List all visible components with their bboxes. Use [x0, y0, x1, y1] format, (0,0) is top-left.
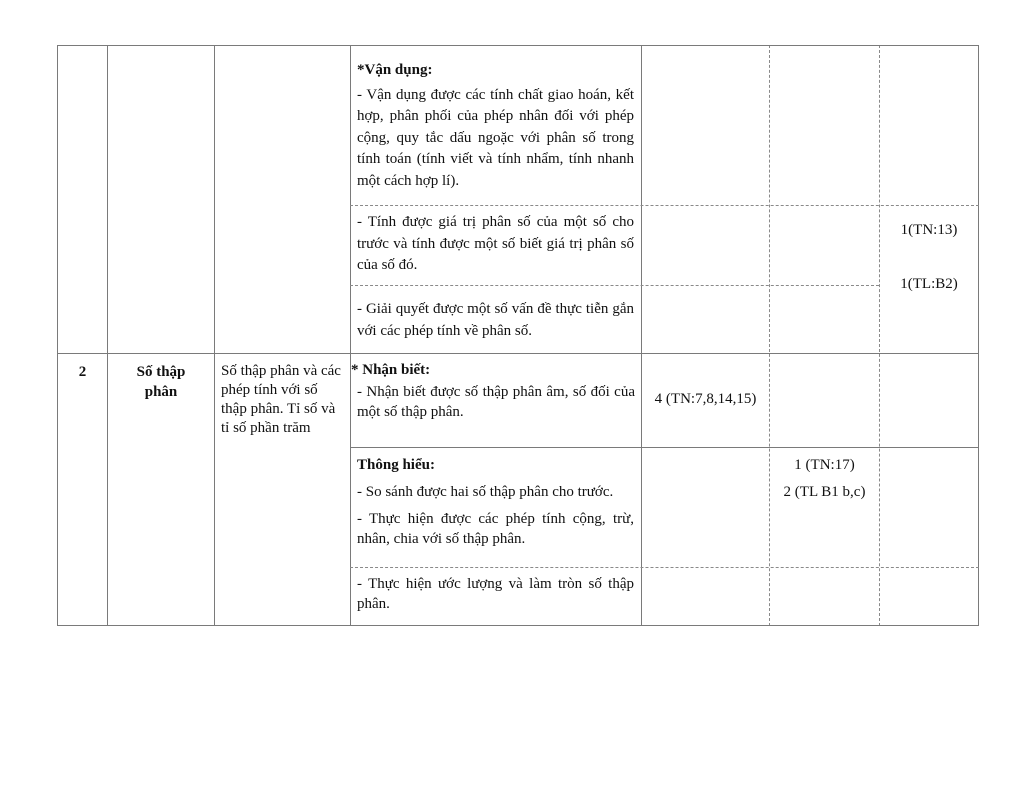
table-col-divider-5 [769, 45, 770, 626]
table-border-bottom [57, 625, 979, 626]
row-number: 2 [78, 364, 87, 380]
table-col-divider-3 [350, 45, 351, 626]
topic-name: Số thập phân [136, 364, 186, 400]
row-divider-nhan-biet [350, 447, 979, 448]
row-divider-van-dung [350, 205, 979, 206]
thong-hieu-heading: Thông hiểu: [357, 457, 435, 473]
table-col-divider-4 [641, 45, 642, 626]
van-dung-count-line1: 1(TN:13) [900, 222, 958, 238]
thong-hieu-text-2: - Thực hiện được các phép tính cộng, trừ, nhân, chia với số thập phân. [357, 511, 634, 547]
nhan-biet-cell [351, 360, 635, 422]
thong-hieu-text-1: - So sánh được hai số thập phân cho trước. [357, 484, 614, 500]
gia-tri-phan-so-text: - Tính được giá trị phân số của một số cho trước và tính được một số biết giá trị phân số của số đó. [357, 214, 634, 273]
table-border-right [978, 45, 979, 626]
table-col-divider-1 [107, 45, 108, 626]
table-border-left [57, 45, 58, 626]
nhan-biet-heading: * Nhận biết: [351, 362, 431, 378]
row-divider-gia-tri [350, 285, 879, 286]
uoc-luong-text: - Thực hiện ước lượng và làm tròn số thập phân. [357, 576, 634, 612]
gia-tri-phan-so-cell [357, 212, 634, 277]
thong-hieu-count-2: 2 (TL B1 b,c) [783, 484, 866, 500]
content-description: Số thập phân và các phép tính với số thập phân. Tỉ số và tỉ số phần trăm [221, 363, 341, 436]
giai-quyet-cell [357, 299, 634, 342]
uoc-luong-cell [357, 574, 634, 614]
van-dung-text: - Vận dụng được các tính chất giao hoán, kết hợp, phân phối của phép nhân đối với phép cộng, quy tắc dấu ngoặc với phân số trong tính toán (tính viết và tính nhẩm, tính nhanh một cách hợp lí). [357, 86, 634, 189]
table-col-divider-6 [879, 45, 880, 626]
row-divider-main [57, 353, 979, 354]
van-dung-count-line2: 1(TL:B2) [900, 276, 958, 292]
table-border-top [57, 45, 979, 46]
table-col-divider-2 [214, 45, 215, 626]
van-dung-cell [357, 60, 634, 192]
nhan-biet-text: - Nhận biết được số thập phân âm, số đối của một số thập phân. [357, 384, 635, 420]
thong-hieu-count-1: 1 (TN:17) [794, 457, 855, 473]
van-dung-heading: *Vận dụng: [357, 62, 433, 78]
nhan-biet-count: 4 (TN:7,8,14,15) [654, 391, 757, 407]
giai-quyet-text: - Giải quyết được một số vấn đề thực tiễn gắn với các phép tính về phân số. [357, 301, 634, 339]
row-divider-thong-hieu [350, 567, 979, 568]
thong-hieu-cell [357, 455, 634, 549]
